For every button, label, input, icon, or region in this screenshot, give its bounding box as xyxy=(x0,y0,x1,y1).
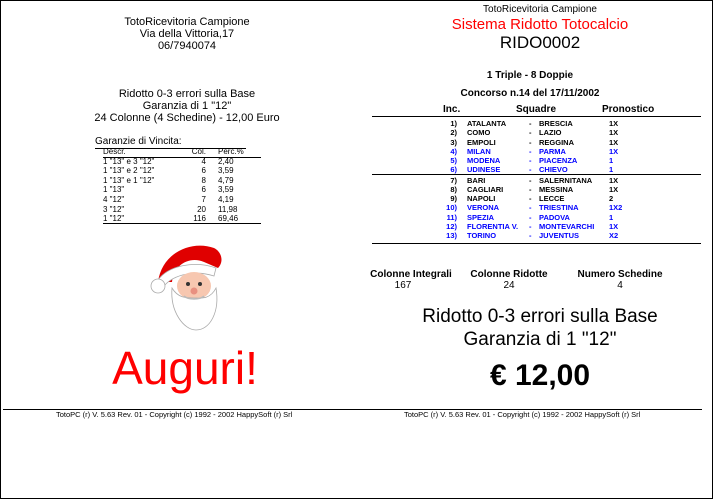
matches-header-rule xyxy=(372,116,701,117)
match-home-team: COMO xyxy=(467,128,491,138)
match-row xyxy=(372,222,701,231)
match-number: 8) xyxy=(450,184,457,194)
guarantee-columns: 6 xyxy=(201,185,206,195)
match-separator: - xyxy=(529,146,532,156)
match-number: 5) xyxy=(450,156,457,166)
guarantee-columns: 116 xyxy=(193,214,206,224)
match-row xyxy=(372,213,701,222)
system-columns-price: 24 Colonne (4 Schedine) - 12,00 Euro xyxy=(94,112,280,124)
match-away-team: PIACENZA xyxy=(539,156,578,166)
match-away-team: REGGINA xyxy=(539,137,575,147)
guarantee-descr: 1 "12" xyxy=(103,214,125,224)
match-row xyxy=(372,231,701,240)
shop-address: Via della Vittoria,17 xyxy=(139,28,235,40)
guarantee-row xyxy=(103,166,263,176)
guarantee-row xyxy=(103,157,263,167)
match-separator: - xyxy=(529,184,532,194)
match-home-team: NAPOLI xyxy=(467,194,496,204)
guarantee-percent: 3,59 xyxy=(218,166,234,176)
guarantees-bottom-rule xyxy=(103,223,261,224)
guarantees-table xyxy=(103,147,263,224)
match-number: 11) xyxy=(446,212,457,222)
match-row xyxy=(372,138,701,147)
guarantees-title: Garanzie di Vincita: xyxy=(95,136,182,147)
big-system-summary xyxy=(380,305,700,351)
shop-phone: 06/7940074 xyxy=(157,40,217,52)
match-number: 4) xyxy=(450,146,457,156)
match-prediction: 2 xyxy=(609,194,614,204)
match-number: 7) xyxy=(450,175,457,185)
matches-group-rule xyxy=(372,174,701,175)
guarantee-descr: 1 "13" e 2 "12" xyxy=(103,166,155,176)
guarantee-columns: 4 xyxy=(201,156,206,166)
match-away-team: MONTEVARCHI xyxy=(539,222,595,232)
match-separator: - xyxy=(529,212,532,222)
match-prediction: 1X xyxy=(609,175,619,185)
guarantee-columns: 8 xyxy=(201,175,206,185)
value-full-columns: 167 xyxy=(394,280,412,291)
match-prediction: X2 xyxy=(609,231,619,241)
match-away-team: MESSINA xyxy=(539,184,574,194)
matches-bottom-rule xyxy=(372,243,701,244)
match-prediction: 1X2 xyxy=(609,203,623,213)
label-tickets: Numero Schedine xyxy=(577,269,663,280)
match-home-team: TORINO xyxy=(467,231,497,241)
match-separator: - xyxy=(529,231,532,241)
guarantee-columns: 20 xyxy=(197,204,206,214)
value-tickets: 4 xyxy=(617,280,623,291)
price: € 12,00 xyxy=(489,359,591,392)
header-teams: Squadre xyxy=(516,104,557,115)
match-separator: - xyxy=(529,175,532,185)
match-separator: - xyxy=(529,119,532,128)
greeting-auguri: Auguri! xyxy=(112,342,258,394)
match-separator: - xyxy=(529,222,532,232)
matches-list xyxy=(372,119,701,241)
label-reduced-columns: Colonne Ridotte xyxy=(470,269,548,280)
match-away-team: LAZIO xyxy=(539,128,562,138)
match-row xyxy=(372,147,701,156)
guarantee-row xyxy=(103,205,263,215)
match-number: 9) xyxy=(450,194,457,204)
match-number: 1) xyxy=(450,119,457,128)
guarantees-header-row xyxy=(103,147,263,157)
guarantee-percent: 4,79 xyxy=(218,175,234,185)
match-home-team: VERONA xyxy=(467,203,500,213)
match-separator: - xyxy=(529,165,532,175)
match-away-team: BRESCIA xyxy=(539,119,573,128)
guarantee-percent: 2,40 xyxy=(218,156,234,166)
guarantee-descr: 1 "13" e 3 "12" xyxy=(103,156,155,166)
match-prediction: 1X xyxy=(609,222,619,232)
match-home-team: CAGLIARI xyxy=(467,184,504,194)
match-separator: - xyxy=(529,128,532,138)
match-separator: - xyxy=(529,137,532,147)
match-row xyxy=(372,185,701,194)
system-summary-left xyxy=(70,88,304,124)
guarantee-percent: 4,19 xyxy=(218,194,234,204)
guarantee-percent: 69,46 xyxy=(218,214,239,224)
guarantee-descr: 3 "12" xyxy=(103,204,125,214)
triples-doubles: 1 Triple - 8 Doppie xyxy=(486,70,574,81)
match-home-team: FLORENTIA V. xyxy=(467,222,519,232)
match-home-team: EMPOLI xyxy=(467,137,496,147)
guarantee-percent: 11,98 xyxy=(218,204,238,214)
match-row xyxy=(372,176,701,185)
match-row xyxy=(372,203,701,212)
match-row xyxy=(372,119,701,128)
match-home-team: MODENA xyxy=(467,156,501,166)
col-perc: Perc.% xyxy=(218,147,244,156)
match-prediction: 1 xyxy=(609,212,614,222)
value-reduced-columns: 24 xyxy=(503,280,515,291)
shop-header-left xyxy=(80,16,294,52)
match-prediction: 1 xyxy=(609,165,614,175)
match-number: 12) xyxy=(446,222,457,232)
match-number: 2) xyxy=(450,128,457,138)
right-footer: TotoPC (r) V. 5.63 Rev. 01 - Copyright (c) 1992 - 2002 HappySoft (r) Srl xyxy=(404,410,641,419)
match-separator: - xyxy=(529,203,532,213)
match-home-team: SPEZIA xyxy=(467,212,495,222)
guarantee-columns: 6 xyxy=(201,166,206,176)
match-separator: - xyxy=(529,156,532,166)
match-away-team: PARMA xyxy=(539,146,566,156)
contest-number: Concorso n.14 del 17/11/2002 xyxy=(460,88,600,99)
match-row xyxy=(372,194,701,203)
label-full-columns: Colonne Integrali xyxy=(370,269,452,280)
system-title: Sistema Ridotto Totocalcio xyxy=(451,16,629,33)
match-prediction: 1X xyxy=(609,184,619,194)
match-away-team: JUVENTUS xyxy=(539,231,580,241)
header-inc: Inc. xyxy=(443,104,461,115)
match-home-team: ATALANTA xyxy=(467,119,507,128)
guarantee-descr: 1 "13" e 1 "12" xyxy=(103,175,155,185)
match-away-team: TRIESTINA xyxy=(539,203,579,213)
system-name: Ridotto 0-3 errori sulla Base xyxy=(118,88,256,100)
match-home-team: UDINESE xyxy=(467,165,501,175)
guarantee-row xyxy=(103,185,263,195)
guarantees-header-rule xyxy=(103,157,261,158)
match-away-team: CHIEVO xyxy=(539,165,568,175)
guarantee-percent: 3,59 xyxy=(218,185,234,195)
match-prediction: 1X xyxy=(609,128,619,138)
match-away-team: LECCE xyxy=(539,194,565,204)
match-number: 3) xyxy=(450,137,457,147)
match-number: 13) xyxy=(446,231,457,241)
match-away-team: SALERNITANA xyxy=(539,175,593,185)
match-prediction: 1X xyxy=(609,119,619,128)
match-home-team: BARI xyxy=(467,175,486,185)
match-prediction: 1X xyxy=(609,137,619,147)
col-descr: Descr. xyxy=(103,147,126,156)
shop-name: TotoRicevitoria Campione xyxy=(124,16,250,28)
match-separator: - xyxy=(529,194,532,204)
col-col: Col. xyxy=(191,147,206,156)
match-number: 10) xyxy=(446,203,457,213)
guarantee-row xyxy=(103,195,263,205)
match-number: 6) xyxy=(450,165,457,175)
match-home-team: MILAN xyxy=(467,146,491,156)
match-away-team: PADOVA xyxy=(539,212,570,222)
guarantee-columns: 7 xyxy=(201,194,206,204)
match-prediction: 1 xyxy=(609,156,614,166)
system-code: RIDO0002 xyxy=(499,33,581,52)
big-system-guarantee: Garanzia di 1 "12" xyxy=(463,329,617,350)
guarantee-descr: 4 "12" xyxy=(103,194,125,204)
match-row xyxy=(372,156,701,165)
header-prediction: Pronostico xyxy=(602,104,655,115)
santa-claus-icon xyxy=(144,238,230,332)
big-system-name: Ridotto 0-3 errori sulla Base xyxy=(422,306,658,327)
guarantee-descr: 1 "13" xyxy=(103,185,125,195)
match-prediction: 1X xyxy=(609,146,619,156)
system-guarantee: Garanzia di 1 "12" xyxy=(142,100,232,112)
guarantee-row xyxy=(103,176,263,186)
shop-header-right: TotoRicevitoria Campione xyxy=(483,4,597,15)
match-row xyxy=(372,128,701,137)
left-footer: TotoPC (r) V. 5.63 Rev. 01 - Copyright (c) 1992 - 2002 HappySoft (r) Srl xyxy=(56,410,293,419)
